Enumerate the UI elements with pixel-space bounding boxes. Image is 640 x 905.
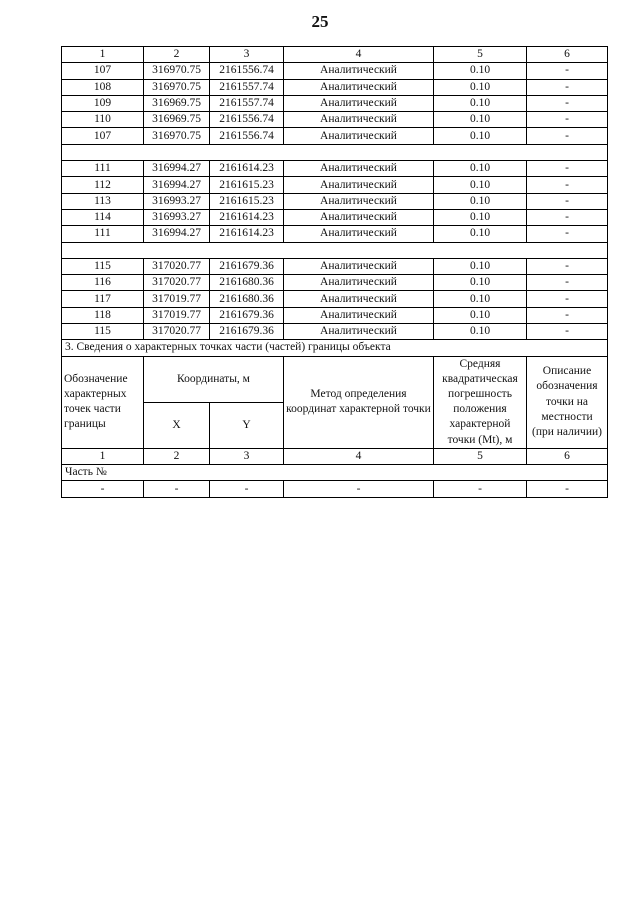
section3-title-row <box>62 340 608 356</box>
section3-header-row <box>62 356 608 402</box>
mean-error-cell: 0.10 <box>434 258 527 274</box>
description-cell: - <box>527 177 608 193</box>
description-cell: - <box>527 161 608 177</box>
point-number-cell: 111 <box>62 226 144 242</box>
description-cell: - <box>527 79 608 95</box>
method-cell: Аналитический <box>284 63 434 79</box>
description-cell: - <box>527 112 608 128</box>
table-row <box>62 128 608 144</box>
mean-error-cell: 0.10 <box>434 307 527 323</box>
y-coordinate-cell: 2161556.74 <box>210 112 284 128</box>
header-method: Метод определения координат характерной точки <box>284 356 434 448</box>
x-coordinate-cell: 316970.75 <box>144 63 210 79</box>
table-row <box>62 177 608 193</box>
s3-col-num-4: 4 <box>284 448 434 464</box>
col-num-3: 3 <box>210 47 284 63</box>
description-cell: - <box>527 128 608 144</box>
page-number: 25 <box>311 12 329 31</box>
header-coordinates: Координаты, м <box>144 356 284 402</box>
y-coordinate-cell: 2161556.74 <box>210 63 284 79</box>
y-coordinate-cell: 2161557.74 <box>210 79 284 95</box>
empty-cell: - <box>434 481 527 497</box>
table-row <box>62 275 608 291</box>
point-number-cell: 117 <box>62 291 144 307</box>
point-number-cell: 107 <box>62 63 144 79</box>
group-separator-cell <box>62 242 608 258</box>
method-cell: Аналитический <box>284 112 434 128</box>
x-coordinate-cell: 316969.75 <box>144 112 210 128</box>
point-number-cell: 118 <box>62 307 144 323</box>
mean-error-cell: 0.10 <box>434 112 527 128</box>
x-coordinate-cell: 316994.27 <box>144 161 210 177</box>
x-coordinate-cell: 316994.27 <box>144 177 210 193</box>
description-cell: - <box>527 63 608 79</box>
part-label-row <box>62 465 608 481</box>
method-cell: Аналитический <box>284 307 434 323</box>
header-point-designation: Обозначение характерных точек части границы <box>62 356 144 448</box>
x-coordinate-cell: 316993.27 <box>144 209 210 225</box>
mean-error-cell: 0.10 <box>434 193 527 209</box>
point-number-cell: 115 <box>62 324 144 340</box>
header-x: X <box>144 402 210 448</box>
group-separator-row <box>62 144 608 160</box>
table-row <box>62 112 608 128</box>
empty-cell: - <box>284 481 434 497</box>
s3-col-num-5: 5 <box>434 448 527 464</box>
table-row <box>62 63 608 79</box>
method-cell: Аналитический <box>284 209 434 225</box>
description-cell: - <box>527 209 608 225</box>
method-cell: Аналитический <box>284 79 434 95</box>
table-row <box>62 258 608 274</box>
mean-error-cell: 0.10 <box>434 226 527 242</box>
y-coordinate-cell: 2161679.36 <box>210 258 284 274</box>
mean-error-cell: 0.10 <box>434 209 527 225</box>
point-number-cell: 115 <box>62 258 144 274</box>
mean-error-cell: 0.10 <box>434 79 527 95</box>
header-description: Описание обозначения точки на местности (при наличии) <box>527 356 608 448</box>
y-coordinate-cell: 2161614.23 <box>210 209 284 225</box>
description-cell: - <box>527 258 608 274</box>
mean-error-cell: 0.10 <box>434 275 527 291</box>
mean-error-cell: 0.10 <box>434 161 527 177</box>
table-row <box>62 307 608 323</box>
table-row <box>62 79 608 95</box>
s3-col-num-1: 1 <box>62 448 144 464</box>
part-empty-row <box>62 481 608 497</box>
x-coordinate-cell: 317019.77 <box>144 291 210 307</box>
description-cell: - <box>527 307 608 323</box>
x-coordinate-cell: 316970.75 <box>144 128 210 144</box>
column-number-row <box>62 47 608 63</box>
s3-col-num-2: 2 <box>144 448 210 464</box>
method-cell: Аналитический <box>284 226 434 242</box>
x-coordinate-cell: 316993.27 <box>144 193 210 209</box>
col-num-4: 4 <box>284 47 434 63</box>
empty-cell: - <box>144 481 210 497</box>
method-cell: Аналитический <box>284 258 434 274</box>
x-coordinate-cell: 316994.27 <box>144 226 210 242</box>
mean-error-cell: 0.10 <box>434 95 527 111</box>
y-coordinate-cell: 2161556.74 <box>210 128 284 144</box>
table-row <box>62 95 608 111</box>
y-coordinate-cell: 2161680.36 <box>210 275 284 291</box>
col-num-6: 6 <box>527 47 608 63</box>
coordinates-table-body <box>62 47 608 340</box>
s3-col-num-3: 3 <box>210 448 284 464</box>
method-cell: Аналитический <box>284 291 434 307</box>
table-row <box>62 161 608 177</box>
point-number-cell: 116 <box>62 275 144 291</box>
method-cell: Аналитический <box>284 95 434 111</box>
point-number-cell: 108 <box>62 79 144 95</box>
section3-body <box>62 340 608 497</box>
y-coordinate-cell: 2161614.23 <box>210 226 284 242</box>
mean-error-cell: 0.10 <box>434 291 527 307</box>
mean-error-cell: 0.10 <box>434 177 527 193</box>
col-num-2: 2 <box>144 47 210 63</box>
col-num-1: 1 <box>62 47 144 63</box>
table-row <box>62 324 608 340</box>
method-cell: Аналитический <box>284 128 434 144</box>
description-cell: - <box>527 226 608 242</box>
description-cell: - <box>527 193 608 209</box>
point-number-cell: 114 <box>62 209 144 225</box>
col-num-5: 5 <box>434 47 527 63</box>
x-coordinate-cell: 317019.77 <box>144 307 210 323</box>
group-separator-cell <box>62 144 608 160</box>
part-label: Часть № <box>62 465 608 481</box>
point-number-cell: 110 <box>62 112 144 128</box>
header-y: Y <box>210 402 284 448</box>
y-coordinate-cell: 2161614.23 <box>210 161 284 177</box>
description-cell: - <box>527 324 608 340</box>
table-row <box>62 226 608 242</box>
section3-number-row <box>62 448 608 464</box>
table-row <box>62 209 608 225</box>
y-coordinate-cell: 2161615.23 <box>210 193 284 209</box>
method-cell: Аналитический <box>284 275 434 291</box>
y-coordinate-cell: 2161557.74 <box>210 95 284 111</box>
method-cell: Аналитический <box>284 324 434 340</box>
y-coordinate-cell: 2161679.36 <box>210 307 284 323</box>
point-number-cell: 111 <box>62 161 144 177</box>
description-cell: - <box>527 95 608 111</box>
mean-error-cell: 0.10 <box>434 324 527 340</box>
empty-cell: - <box>210 481 284 497</box>
y-coordinate-cell: 2161680.36 <box>210 291 284 307</box>
section3-title: 3. Сведения о характерных точках части (частей) границы объекта <box>62 340 608 356</box>
method-cell: Аналитический <box>284 161 434 177</box>
y-coordinate-cell: 2161679.36 <box>210 324 284 340</box>
x-coordinate-cell: 317020.77 <box>144 258 210 274</box>
method-cell: Аналитический <box>284 177 434 193</box>
y-coordinate-cell: 2161615.23 <box>210 177 284 193</box>
x-coordinate-cell: 317020.77 <box>144 324 210 340</box>
point-number-cell: 112 <box>62 177 144 193</box>
x-coordinate-cell: 317020.77 <box>144 275 210 291</box>
empty-cell: - <box>62 481 144 497</box>
method-cell: Аналитический <box>284 193 434 209</box>
x-coordinate-cell: 316969.75 <box>144 95 210 111</box>
table-row <box>62 291 608 307</box>
point-number-cell: 109 <box>62 95 144 111</box>
x-coordinate-cell: 316970.75 <box>144 79 210 95</box>
mean-error-cell: 0.10 <box>434 63 527 79</box>
description-cell: - <box>527 291 608 307</box>
table-row <box>62 193 608 209</box>
coordinates-table <box>61 46 608 498</box>
point-number-cell: 107 <box>62 128 144 144</box>
mean-error-cell: 0.10 <box>434 128 527 144</box>
header-mean-error: Средняя квадратическая погрешность положения характерной точки (Mt), м <box>434 356 527 448</box>
group-separator-row <box>62 242 608 258</box>
description-cell: - <box>527 275 608 291</box>
point-number-cell: 113 <box>62 193 144 209</box>
empty-cell: - <box>527 481 608 497</box>
s3-col-num-6: 6 <box>527 448 608 464</box>
